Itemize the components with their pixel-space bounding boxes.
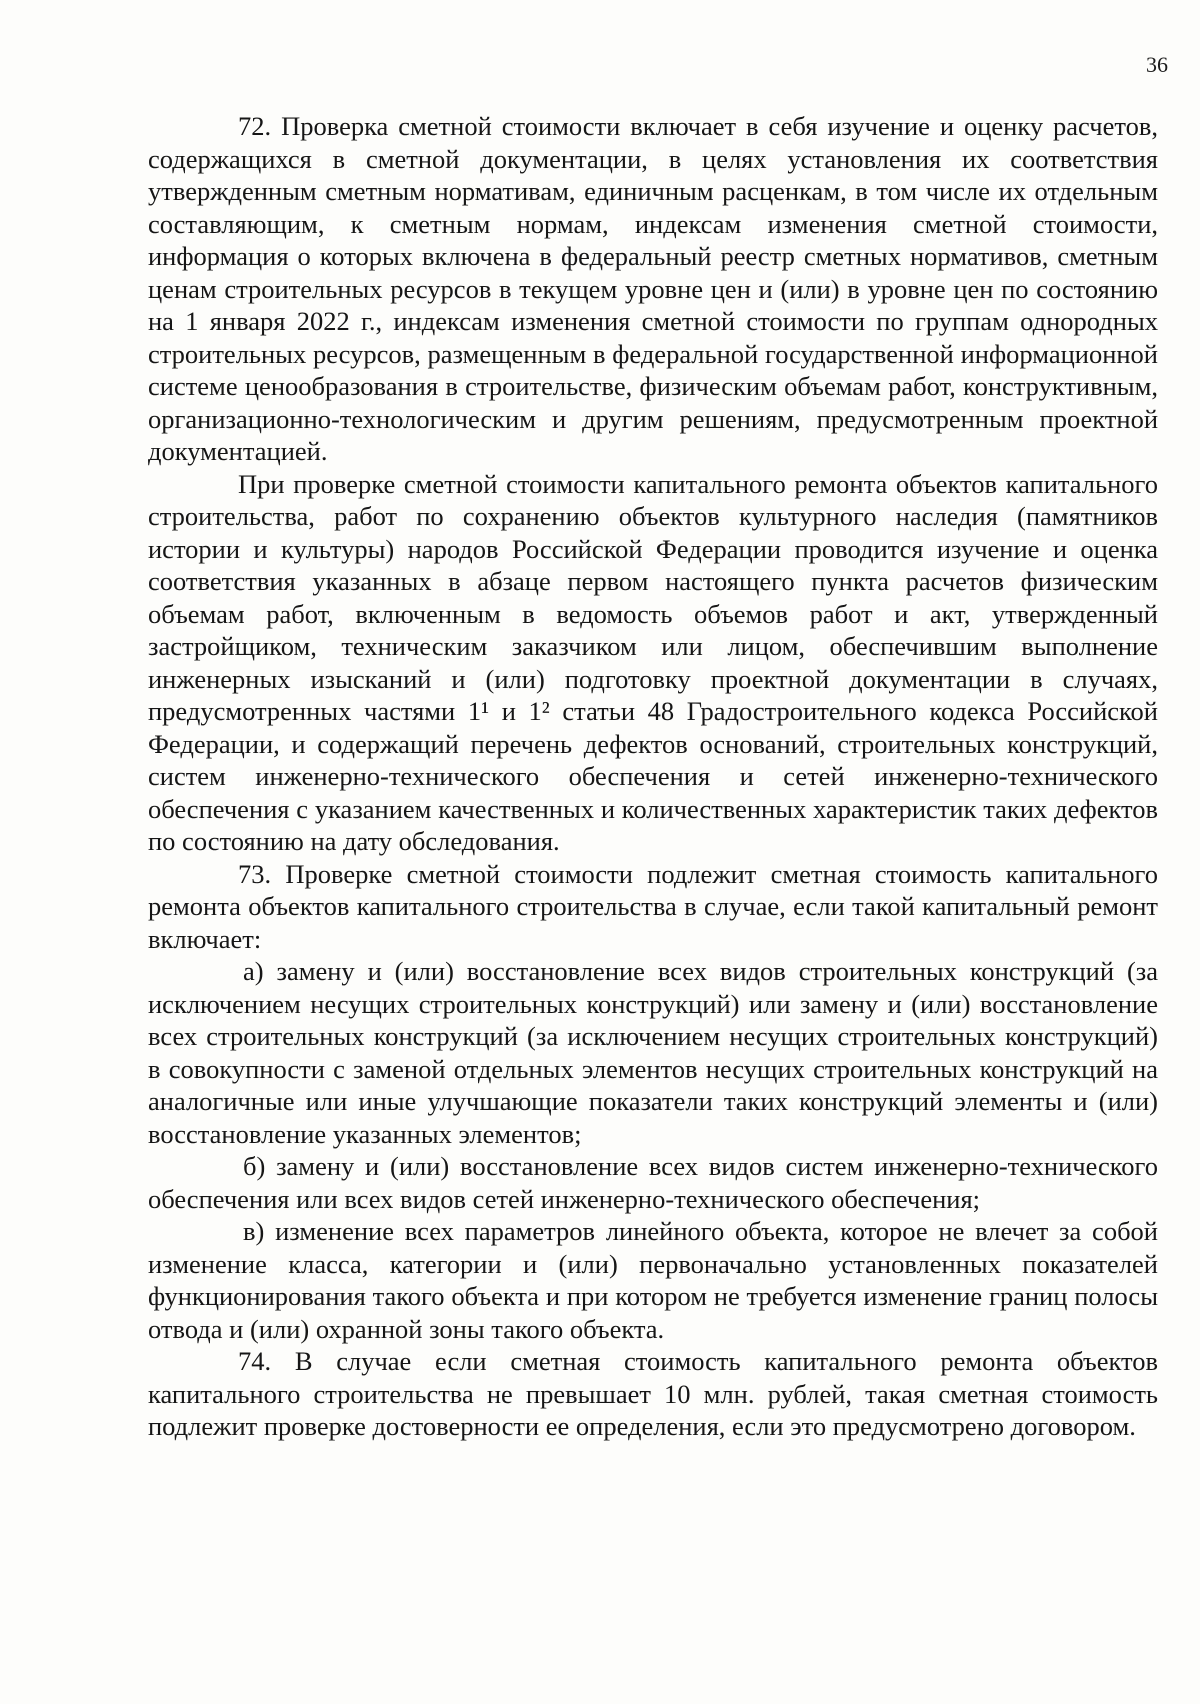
paragraph-72: 72. Проверка сметной стоимости включает в себя изучение и оценку расчетов, содержащихся в сметной документации, в целях установления их соответствия утвержденным сметным нормативам, единичным расценкам, в том числе их отдельным составляющим, к сметным нормам, индексам изменения сметной стоимости, информация о которых включена в федеральный реестр сметных нормативов, сметным ценам строительных ресурсов в текущем уровне цен и (или) в уровне цен по состоянию на 1 января 2022 г., индексам изменения сметной стоимости по группам однородных строительных ресурсов, размещенным в федеральной государственной информационной системе ценообразования в строительстве, физическим объемам работ, конструктивным, организационно-технологическим и другим решениям, предусмотренным проектной документацией. [148, 111, 1158, 466]
paragraph-72-second: При проверке сметной стоимости капитального ремонта объектов капитального строительства, работ по сохранению объектов культурного наследия (памятников истории и культуры) народов Российской Федерации проводится изучение и оценка соответствия указанных в абзаце первом настоящего пункта расчетов физическим объемам работ, включенным в ведомость объемов работ и акт, утвержденный застройщиком, техническим заказчиком или лицом, обеспечившим выполнение инженерных изысканий и (или) подготовку проектной документации в случаях, предусмотренных частями 1¹ и 1² статьи 48 Градостроительного кодекса Российской Федерации, и содержащий перечень дефектов оснований, строительных конструкций, систем инженерно-технического обеспечения и сетей инженерно-технического обеспечения с указанием качественных и количественных характеристик таких дефектов по состоянию на дату обследования. [148, 468, 1158, 856]
document-body [148, 110, 1158, 1443]
page-number: 36 [1146, 52, 1168, 77]
subitem-a: а) замену и (или) восстановление всех видов строительных конструкций (за исключением несущих строительных конструкций) или замену и (или) восстановление всех строительных конструкций (за исключением несущих строительных конструкций) в совокупности с заменой отдельных элементов несущих строительных конструкций на аналогичные или иные улучшающие показатели таких конструкций элементы и (или) восстановление указанных элементов; [148, 956, 1158, 1149]
paragraph-73: 73. Проверке сметной стоимости подлежит сметная стоимость капитального ремонта объектов капитального строительства в случае, если такой капитальный ремонт включает: [148, 858, 1158, 954]
subitem-b: б) замену и (или) восстановление всех видов систем инженерно-технического обеспечения или всех видов сетей инженерно-технического обеспечения; [148, 1151, 1158, 1214]
paragraph-74: 74. В случае если сметная стоимость капитального ремонта объектов капитального строительства не превышает 10 млн. рублей, такая сметная стоимость подлежит проверке достоверности ее определения, если это предусмотрено договором. [148, 1346, 1158, 1441]
subitem-v: в) изменение всех параметров линейного объекта, которое не влечет за собой изменение класса, категории и (или) первоначально установленных показателей функционирования такого объекта и при котором не требуется изменение границ полосы отвода и (или) охранной зоны такого объекта. [148, 1216, 1158, 1344]
